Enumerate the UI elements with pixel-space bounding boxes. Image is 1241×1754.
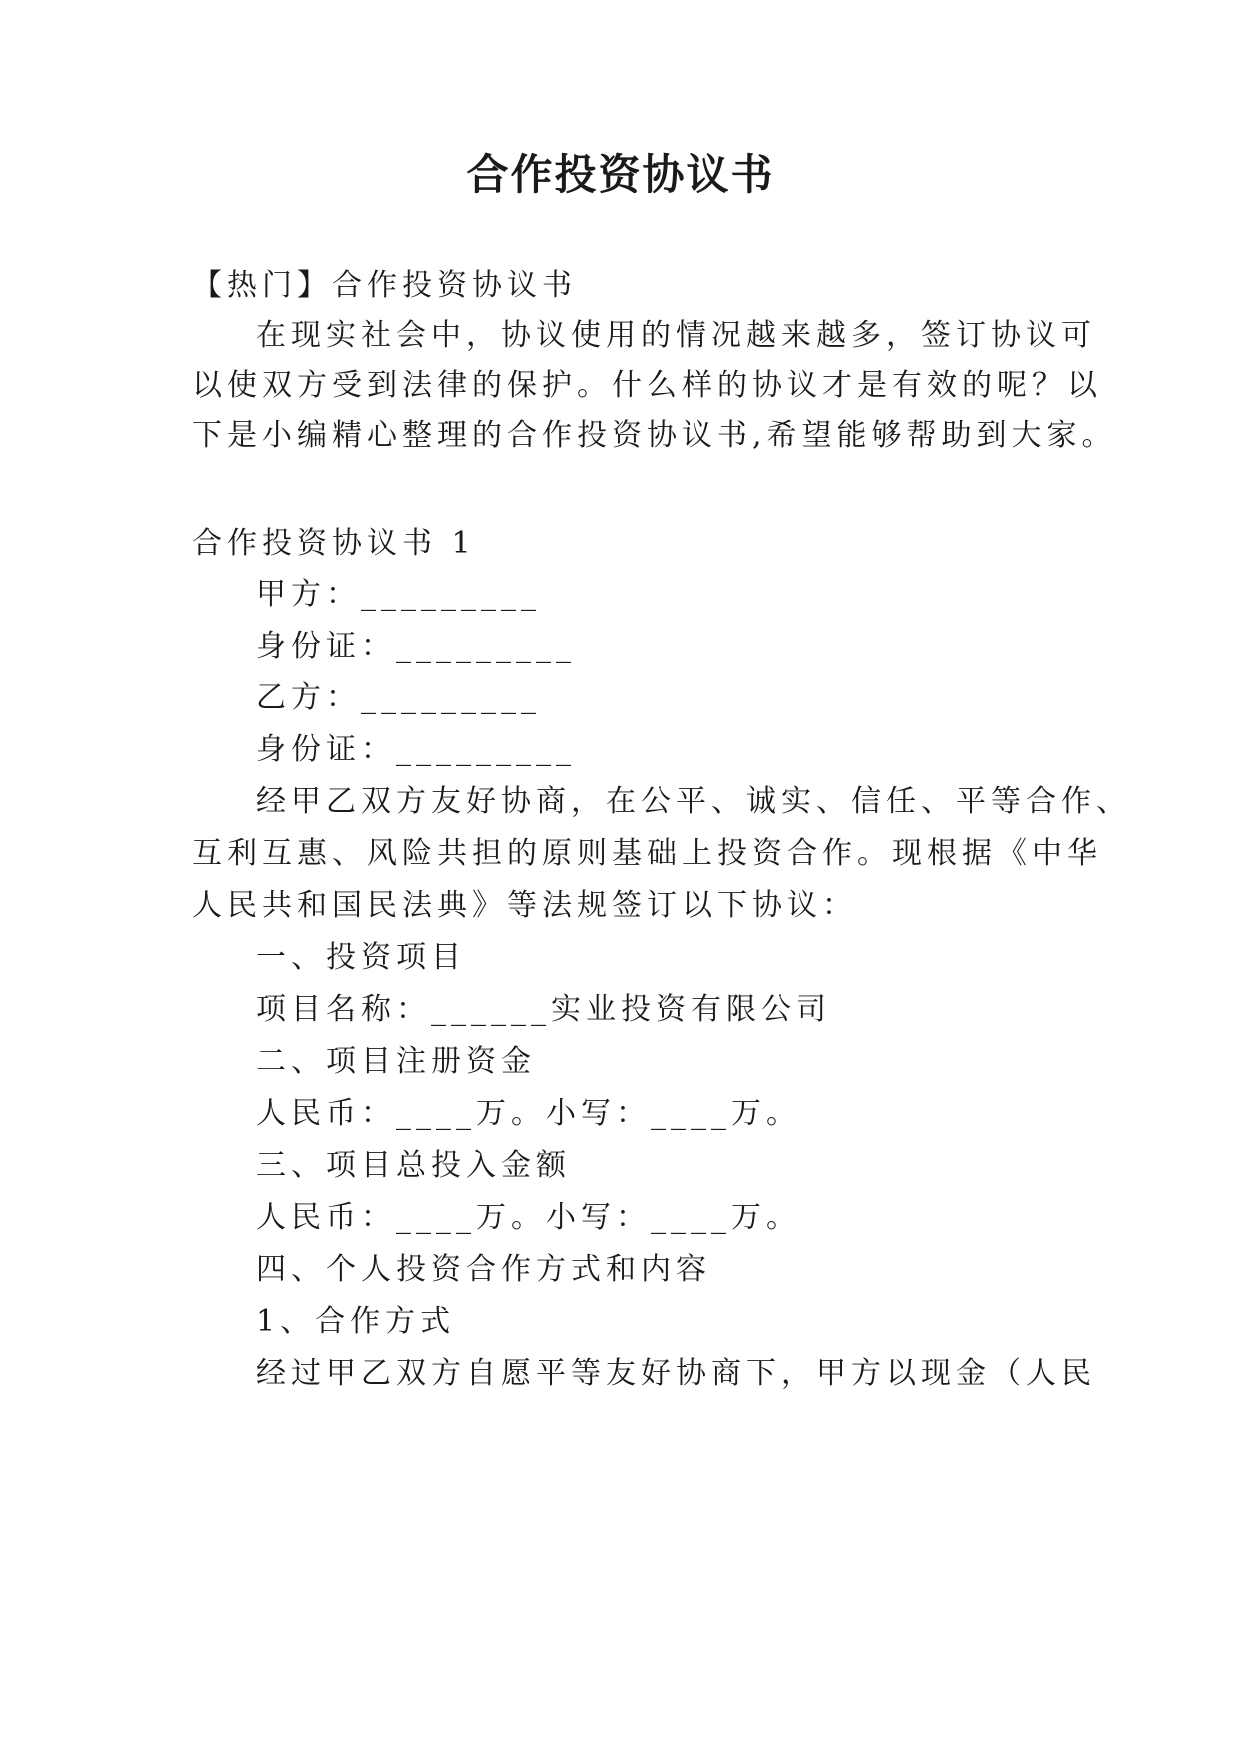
subclause-heading: 1、合作方式	[256, 1304, 456, 1339]
party-b-id-field: 身份证：_________	[256, 732, 576, 767]
intro-paragraph-line: 下是小编精心整理的合作投资协议书,希望能够帮助到大家。	[192, 418, 1117, 453]
clause-text: 人民币：____万。小写：____万。	[256, 1200, 801, 1235]
clause-heading: 四、个人投资合作方式和内容	[256, 1252, 711, 1287]
clause-text: 经过甲乙双方自愿平等友好协商下，甲方以现金（人民	[256, 1356, 1096, 1391]
agreement-paragraph-line: 人民共和国民法典》等法规签订以下协议：	[192, 888, 857, 923]
clause-heading: 二、项目注册资金	[256, 1044, 536, 1079]
clause-text: 项目名称：______实业投资有限公司	[256, 992, 831, 1027]
clause-heading: 一、投资项目	[256, 940, 466, 975]
party-b-field: 乙方：_________	[256, 680, 541, 715]
intro-heading: 【热门】合作投资协议书	[192, 268, 577, 303]
intro-paragraph-line: 以使双方受到法律的保护。什么样的协议才是有效的呢？以	[192, 368, 1102, 403]
section-heading: 合作投资协议书 1	[192, 526, 476, 561]
agreement-paragraph-line: 经甲乙双方友好协商，在公平、诚实、信任、平等合作、	[256, 784, 1131, 819]
agreement-paragraph-line: 互利互惠、风险共担的原则基础上投资合作。现根据《中华	[192, 836, 1102, 871]
party-a-field: 甲方：_________	[256, 577, 541, 612]
intro-paragraph-line: 在现实社会中，协议使用的情况越来越多，签订协议可	[256, 318, 1096, 353]
clause-text: 人民币：____万。小写：____万。	[256, 1096, 801, 1131]
clause-heading: 三、项目总投入金额	[256, 1148, 571, 1183]
party-a-id-field: 身份证：_________	[256, 629, 576, 664]
document-title: 合作投资协议书	[466, 150, 775, 199]
